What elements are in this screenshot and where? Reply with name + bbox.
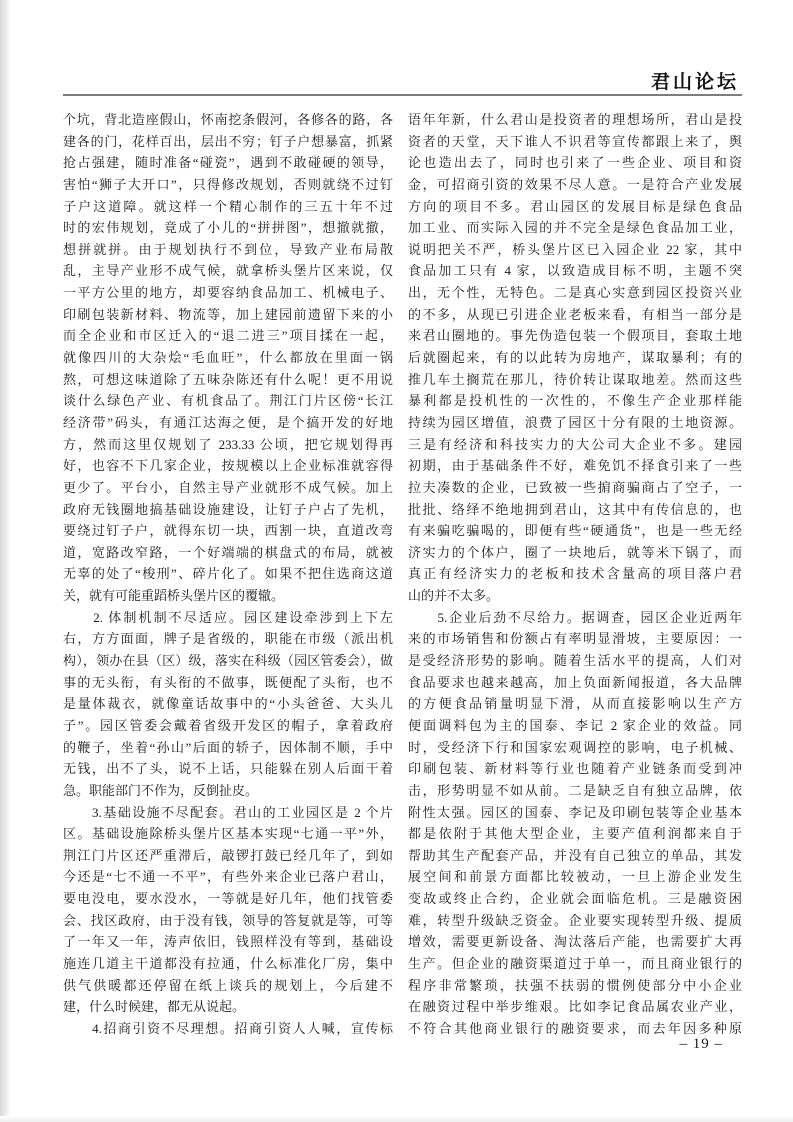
text-line: 时，受经济下行和国家宏观调控的影响，电子机械、 <box>408 739 742 755</box>
text-line: 构），领办在县（区）级，落实在科级（园区管委会），做 <box>63 653 393 669</box>
text-line: 方，然而这里仅规划了 233.33 公顷，把它规划得再 <box>63 436 393 452</box>
text-line: 4.招商引资不尽理想。招商引资人人喊，宣传标 <box>63 1020 393 1036</box>
text-line: 资者的天堂，天下谁人不识君等宣传都跟上来了，舆 <box>408 133 742 149</box>
header-rule <box>63 94 742 96</box>
text-line: 展空间和前景方面都比较被动，一旦上游企业发生 <box>408 869 742 885</box>
text-line: 就像四川的大杂烩“毛血旺”，什么都放在里面一锅 <box>63 350 393 366</box>
text-line: 子户这道障。就这样一个精心制作的三五十年不过 <box>63 198 393 214</box>
text-line: 程序非常繁琐，扶强不扶弱的惯例使部分中小企业 <box>408 977 742 993</box>
text-line: 而全企业和市区迁入的“退二进三”项目揉在一起， <box>63 328 393 344</box>
text-line: 击，形势明显不如从前。二是缺乏自有独立品牌，依 <box>408 782 742 798</box>
text-line: 了一年又一年，涛声依旧，钱照样没有等到，基础设 <box>63 934 393 950</box>
text-line: 是量体裁衣，就像童话故事中的“小头爸爸、大头儿 <box>63 696 393 712</box>
text-line: 都是依附于其他大型企业，主要产值利润都来自于 <box>408 826 742 842</box>
scan-edge-bottom <box>0 1116 793 1122</box>
text-line: 要绕过钉子户，就得东切一块，西割一块，直道改弯 <box>63 523 393 539</box>
text-line: 说明把关不严，桥头堡片区已入园企业 22 家，其中 <box>408 241 742 257</box>
text-line: 食品加工只有 4 家，以致造成目标不明，主题不突 <box>408 263 742 279</box>
text-line: 变故或终止合约，企业就会面临危机。三是融资困 <box>408 891 742 907</box>
text-line: 是受经济形势的影响。随着生活水平的提高，人们对 <box>408 653 742 669</box>
text-line: 真正有经济实力的老板和技术含量高的项目落户君 <box>408 566 742 582</box>
text-line: 便面调料包为主的国泰、李记 2 家企业的效益。同 <box>408 717 742 733</box>
page-body <box>63 109 742 1040</box>
page-number: – 19 – <box>679 1036 723 1052</box>
text-line: 后就圈起来，有的以此转为房地产，谋取暴利；有的 <box>408 350 742 366</box>
text-line: 害怕“狮子大开口”，只得修改规划，否则就绕不过钉 <box>63 176 393 192</box>
text-line: 好，也容不下几家企业，按规模以上企业标准就容得 <box>63 458 393 474</box>
text-line: 批批、络绎不绝地拥到君山，这其中有传信息的，也 <box>408 501 742 517</box>
text-line: 语年年新，什么君山是投资者的理想场所，君山是投 <box>408 112 742 127</box>
text-line: 济实力的个体户，圈了一块地后，就等米下锅了，而 <box>408 544 742 560</box>
text-line: 会、找区政府，由于没有钱，领导的答复就是等，可等 <box>63 912 393 928</box>
text-line: 论也造出去了，同时也引来了一些企业、项目和资 <box>408 155 742 171</box>
text-line: 时的宏伟规划，竟成了小儿的“拼拼图”，想撤就撤， <box>63 220 393 236</box>
scan-edge-left <box>0 0 10 1122</box>
text-line: 暴利都是投机性的一次性的，不像生产企业那样能 <box>408 393 742 409</box>
text-line: 建，什么时候建，都无从说起。 <box>63 999 246 1015</box>
text-line: 荆江门片区还严重滞后，敲锣打鼓已经几年了，到如 <box>63 847 393 863</box>
text-line: 持续为园区增值，浪费了园区十分有限的土地资源。 <box>408 414 742 430</box>
text-line: 拉夫凑数的企业，已致被一些掮商骗商占了空子，一 <box>408 479 742 495</box>
text-line: 2. 体制机制不尽适应。园区建设牵涉到上下左 <box>63 609 393 625</box>
text-line: 来的市场销售和份额占有率明显滑坡，主要原因：一 <box>408 631 742 647</box>
text-line: 5.企业后劲不尽给力。据调查，园区企业近两年 <box>408 609 742 625</box>
text-line: 食品要求也越来越高，加上负面新闻报道，各大品牌 <box>408 674 742 690</box>
text-line: 附性太强。园区的国泰、李记及印刷包装等企业基本 <box>408 804 742 820</box>
left-text-column <box>63 109 393 1040</box>
text-line: 一平方公里的地方，却要容纳食品加工、机械电子、 <box>63 285 393 301</box>
text-line: 抢占强建，随时准备“碰瓷”，遇到不敢碰硬的领导， <box>63 155 393 171</box>
text-line: 不符合其他商业银行的融资要求，而去年因多种原 <box>408 1020 742 1036</box>
text-line: 在融资过程中举步维艰。比如李记食品属农业产业， <box>408 999 742 1015</box>
text-line: 生产。但企业的融资渠道过于单一，而且商业银行的 <box>408 955 742 971</box>
text-line: 的不多，从现已引进企业老板来看，有相当一部分是 <box>408 306 742 322</box>
text-line: 熬，可想这味道除了五味杂陈还有什么呢！更不用说 <box>63 371 393 387</box>
text-line: 印刷包装、新材料等行业也随着产业链条而受到冲 <box>408 761 742 777</box>
text-line: 金，可招商引资的效果不尽人意。一是符合产业发展 <box>408 176 742 192</box>
text-line: 子”。园区管委会戴着省级开发区的帽子，拿着政府 <box>63 717 393 733</box>
text-line: 道，宽路改窄路，一个好端端的棋盘式的布局，就被 <box>63 544 393 560</box>
text-line: 印刷包装新材料、物流等，加上建园前遗留下来的小 <box>63 306 393 322</box>
text-line: 三是有经济和科技实力的大公司大企业不多。建园 <box>408 436 742 452</box>
text-line: 推几车土搁荒在那儿，待价转让谋取地差。然而这些 <box>408 371 742 387</box>
text-line: 出，无个性，无特色。二是真心实意到园区投资兴业 <box>408 285 742 301</box>
text-line: 更少了。平台小，自然主导产业就形不成气候。加上 <box>63 479 393 495</box>
text-line: 施连几道主干道都没有拉通，什么标准化厂房，集中 <box>63 955 393 971</box>
text-line: 区。基础设施除桥头堡片区基本实现“七通一平”外， <box>63 826 393 842</box>
text-line: 供气供暖都还停留在纸上谈兵的规划上，今后建不 <box>63 977 393 993</box>
text-line: 关，就有可能重蹈桥头堡片区的覆辙。 <box>63 588 285 604</box>
text-line: 无辜的处了“梭刑”、碎片化了。如果不把住选商这道 <box>63 566 393 582</box>
text-line: 建各的门，花样百出，层出不穷；钉子户想暴富，抓紧 <box>63 133 393 149</box>
text-line: 3.基础设施不尽配套。君山的工业园区是 2 个片 <box>63 804 393 820</box>
text-line: 的鞭子，坐着“孙山”后面的轿子，因体制不顺，手中 <box>63 739 393 755</box>
text-line: 帮助其生产配套产品，并没有自己独立的单品，其发 <box>408 847 742 863</box>
text-line: 增效，需要更新设备、淘汰落后产能，也需要扩大再 <box>408 934 742 950</box>
text-line: 要电没电，要水没水，一等就是好几年，他们找管委 <box>63 891 393 907</box>
right-text-column <box>408 109 742 1040</box>
journal-header-title: 君山论坛 <box>650 72 739 93</box>
text-line: 方向的项目不多。君山园区的发展目标是绿色食品 <box>408 198 742 214</box>
text-line: 个坑，背北造座假山，怀南挖条假河，各修各的路，各 <box>63 112 393 127</box>
text-line: 乱，主导产业形不成气候，就拿桥头堡片区来说，仅 <box>63 263 393 279</box>
text-line: 政府无钱圈地搞基础设施建设，让钉子户占了先机， <box>63 501 393 517</box>
text-line: 谈什么绿色产业、有机食品了。荆江门片区傍“长江 <box>63 393 393 409</box>
text-line: 的方便食品销量明显下滑，从而直接影响以生产方 <box>408 696 742 712</box>
text-line: 难，转型升级缺乏资金。企业要实现转型升级、提质 <box>408 912 742 928</box>
text-line: 经济带”码头，有通江达海之便，是个搞开发的好地 <box>63 414 393 430</box>
text-line: 初期，由于基础条件不好，难免饥不择食引来了一些 <box>408 458 742 474</box>
text-line: 有来骗吃骗喝的，即便有些“硬通货”，也是一些无经 <box>408 523 742 539</box>
text-line: 想拼就拼。由于规划执行不到位，导致产业布局散 <box>63 241 393 257</box>
text-line: 急。职能部门不作为，反倒扯皮。 <box>63 782 259 798</box>
text-line: 来君山圈地的。事先伪造包装一个假项目，套取土地 <box>408 328 742 344</box>
text-line: 加工业、而实际入园的并不完全是绿色食品加工业， <box>408 220 742 236</box>
text-line: 今还是“七不通一不平”，有些外来企业已落户君山， <box>63 869 393 885</box>
text-line: 右，方方面面，牌子是省级的，职能在市级（派出机 <box>63 631 393 647</box>
text-line: 山的并不太多。 <box>408 588 500 604</box>
text-line: 事的无头衔，有头衔的不做事，既便配了头衔，也不 <box>63 674 393 690</box>
text-line: 无钱，出不了头，说不上话，只能躲在别人后面干着 <box>63 761 393 777</box>
